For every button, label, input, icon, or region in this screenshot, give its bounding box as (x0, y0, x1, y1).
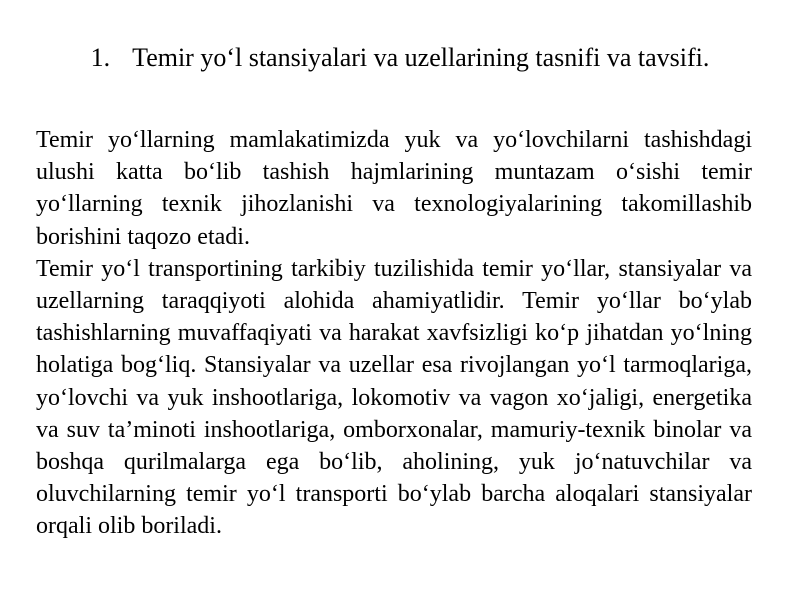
paragraph: Temir yo‘l transportining tarkibiy tuzilishida temir yo‘llar, stansiyalar va uzellarning taraqqiyoti alohida ahamiyatlidir. Temir yo‘llar bo‘ylab tashishlarning muvaffaqiyati va harakat xavfsizligi ko‘p jihatdan yo‘lning holatiga bog‘liq. Stansiyalar va uzellar esa rivojlangan yo‘l tarmoqlariga, yo‘lovchi va yuk inshootlariga, lokomotiv va vagon xo‘jaligi, energetika va suv ta’minoti inshootlariga, omborxonalar, mamuriy-texnik binolar va boshqa qurilmalarga ega bo‘lib, aholining, yuk jo‘natuvchilar va oluvchilarning temir yo‘l transporti bo‘ylab barcha aloqalari stansiyalar orqali olib boriladi. (36, 255, 752, 540)
section-heading (90, 40, 710, 76)
heading-title: Temir yo‘l stansiyalari va uzellarining tasnifi va tavsifi. (132, 43, 710, 72)
heading-number: 1. (90, 43, 111, 72)
paragraph: Temir yo‘llarning mamlakatimizda yuk va yo‘lovchilarni tashishdagi ulushi katta bo‘lib tashish hajmlarining muntazam o‘sishi temir yo‘llarning texnik jihozlanishi va texnologiyalarining takomillashib borishini taqozo etadi. (36, 127, 752, 250)
body-text (36, 124, 752, 543)
